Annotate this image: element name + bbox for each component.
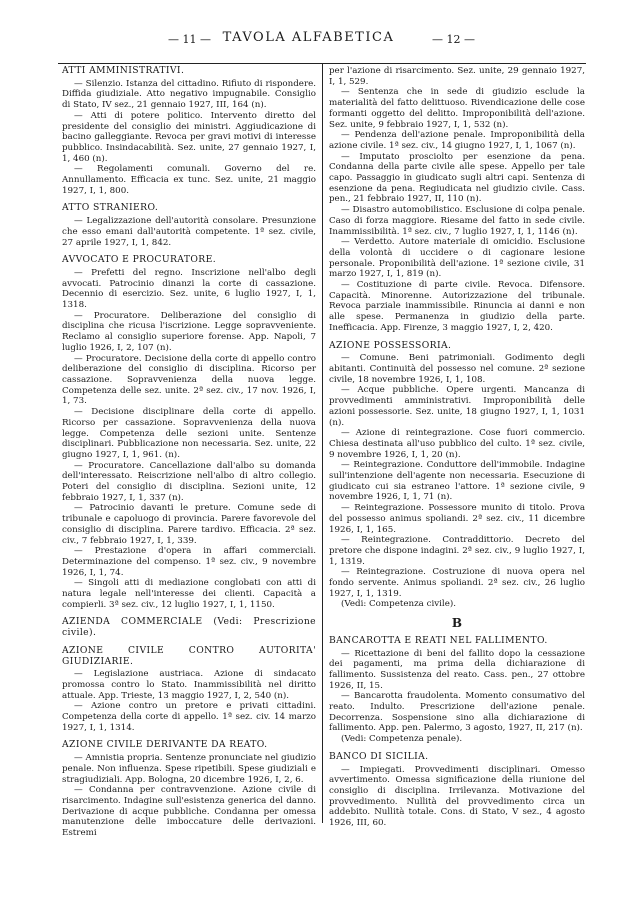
right-column — [329, 66, 585, 829]
index-entry: — Azione di reintegrazione. Cose fuori commercio. Chiesa destinata all'uso pubblico del culto. 1ª sez. civile, 9 novembre 1926, I, 1, 20 (n). — [329, 428, 585, 460]
index-entry: — Atti di potere politico. Intervento diretto del presidente del consiglio dei ministri. Aggiudicazione di bacino galleggiante. Revoca per gravi motivi di interesse pubblico. Insindacabilità. Sez. unite, 27 gennaio 1927, I, 1, 460 (n). — [62, 110, 316, 164]
index-entry-continued: per l'azione di risarcimento. Sez. unite, 29 gennaio 1927, I, 1, 529. — [329, 66, 585, 87]
section-heading: BANCAROTTA E REATI NEL FALLIMENTO. — [329, 634, 548, 646]
index-entry: — Decisione disciplinare della corte di appello. Ricorso per cassazione. Sopravvenienza della nuova legge. Competenza delle sezioni unite. Sentenze disciplinari. Pubblicazione non necessaria. Sez. unite, 22 giugno 1927, I, 1, 961. (n). — [62, 407, 316, 460]
see-also-reference: (Vedi: Competenza penale). — [341, 734, 463, 745]
index-entry: — Legislazione austriaca. Azione di sindacato promossa contro lo Stato. Inammissibilità nel diritto attuale. App. Trieste, 13 maggio 1927, I, 2, 540 (n). — [62, 669, 316, 701]
index-entry: — Sentenza che in sede di giudizio esclude la materialità del fatto delittuoso. Rivendicazione delle cose formanti oggetto del delitto. Improponibilità dell'azione. Sez. unite, 9 febbraio 1927, I, 1, 532 (n). — [329, 87, 585, 130]
index-entry: — Acque pubbliche. Opere urgenti. Mancanza di provvedimenti amministrativi. Improponibilità delle azioni possessorie. Sez. unite, 18 giugno 1927, I, 1, 1031 (n). — [329, 385, 585, 428]
index-entry: — Amnistia propria. Sentenze pronunciate nel giudizio penale. Non influenza. Spese ripetibili. Spese giudiziali e stragiudiziali. App. Bologna, 20 dicembre 1926, I, 2, 6. — [62, 753, 316, 785]
see-also-reference: (Vedi: Competenza civile). — [341, 599, 456, 610]
index-entry: — Costituzione di parte civile. Revoca. Difensore. Capacità. Minorenne. Autorizzazione del tribunale. Revoca parziale inammissibile. Rinuncia ai danni e non alle spese. Permanenza in giudizio della parte. Inefficacia. App. Firenze, 3 maggio 1927, I, 2, 420. — [329, 280, 585, 333]
section-heading: AZIONE CIVILE CONTRO AUTORITA' GIUDIZIARIE. — [62, 644, 316, 667]
letter-heading: B — [451, 616, 463, 631]
index-entry: — Regolamenti comunali. Governo del re. Annullamento. Efficacia ex tunc. Sez. unite, 21 maggio 1927, I, 1, 800. — [62, 164, 316, 196]
index-entry: — Verdetto. Autore materiale di omicidio. Esclusione della volontà di uccidere o di cagionare lesione personale. Proponibilità dell'azione. 1ª sezione civile, 31 marzo 1927, I, 1, 819 (n). — [329, 237, 585, 280]
section-heading: AZIONE CIVILE DERIVANTE DA REATO. — [62, 739, 268, 751]
left-page-number: — 11 — — [168, 33, 211, 46]
section-heading: BANCO DI SICILIA. — [329, 750, 429, 762]
index-entry: — Imputato prosciolto per esenzione da pena. Condanna della parte civile alle spese. Appello per tale capo. Passaggio in giudicato sugli altri capi. Sentenza di esenzione da pena. Regiudicata nel giudizio civile. Cass. pen., 21 febbraio 1927, II, 110 (n). — [329, 151, 585, 205]
index-entry: — Procuratore. Decisione della corte di appello contro deliberazione del consiglio di disciplina. Ricorso per cassazione. Sopravvenienza della nuova legge. Competenza delle sez. unite. 2ª sez. civ., 17 nov. 1926, I, 1, 73. — [62, 353, 316, 407]
index-entry: — Singoli atti di mediazione conglobati con atti di natura legale nell'interesse dei clienti. Capacità a compierli. 3ª sez. civ., 12 luglio 1927, I, 1, 1150. — [62, 578, 316, 610]
left-column — [62, 66, 316, 839]
index-entry: — Prestazione d'opera in affari commerciali. Determinazione del compenso. 1ª sez. civ., 9 novembre 1926, I, 1, 74. — [62, 546, 316, 578]
index-entry: — Procuratore. Deliberazione del consiglio di disciplina che ricusa l'iscrizione. Legge sopravveniente. Reclamo al consiglio superiore forense. App. Napoli, 7 luglio 1926, I, 2, 107 (n). — [62, 310, 316, 353]
index-entry: — Reintegrazione. Possessore munito di titolo. Prova del possesso animus spoliandi. 2ª sez. civ., 11 dicembre 1926, I, 1, 165. — [329, 503, 585, 535]
index-entry: — Reintegrazione. Contraddittorio. Decreto del pretore che dispone indagini. 2ª sez. civ., 9 luglio 1927, I, 1, 1319. — [329, 535, 585, 567]
index-entry: — Comune. Beni patrimoniali. Godimento degli abitanti. Continuità del possesso nel comune. 2ª sezione civile, 18 novembre 1926, I, 1, 108. — [329, 353, 585, 385]
index-entry: — Disastro automobilistico. Esclusione di colpa penale. Caso di forza maggiore. Riesame del fatto in sede civile. Inammissibilità. 1ª sez. civ., 7 luglio 1927, I, 1, 1146 (n). — [329, 205, 585, 237]
section-heading: AZIONE POSSESSORIA. — [329, 339, 452, 351]
index-entry: — Ricettazione di beni del fallito dopo la cessazione dei pagamenti, ma prima della dichiarazione di fallimento. Sussistenza del reato. Cass. pen., 27 ottobre 1926, II, 15. — [329, 648, 585, 691]
index-entry: — Reintegrazione. Conduttore dell'immobile. Indagine sull'intenzione dell'agente non necessaria. Esecuzione di giudicato cui sia estraneo l'attore. 1ª sezione civile, 9 novembre 1926, I, 1, 71 (n). — [329, 460, 585, 503]
index-entry: — Reintegrazione. Costruzione di nuova opera nel fondo servente. Animus spoliandi. 2ª sez. civ., 26 luglio 1927, I, 1, 1319. — [329, 567, 585, 599]
page-header — [0, 30, 617, 50]
index-entry: — Prefetti del regno. Inscrizione nell'albo degli avvocati. Patrocinio dinanzi la corte di cassazione. Decennio di esercizio. Sez. unite, 6 luglio 1927, I, 1, 1318. — [62, 267, 316, 311]
section-heading: AZIENDA COMMERCIALE (Vedi: Prescrizione civile). — [62, 616, 316, 639]
section-heading: ATTI AMMINISTRATIVI. — [62, 65, 185, 76]
index-entry: — Patrocinio davanti le preture. Comune sede di tribunale e capoluogo di provincia. Parere favorevole del consiglio di disciplina. Parere tardivo. Efficacia. 2ª sez. civ., 7 febbraio 1927, I, 1, 339. — [62, 503, 316, 546]
index-entry: — Pendenza dell'azione penale. Improponibilità della azione civile. 1ª sez. civ., 14 giugno 1927, I, 1, 1067 (n). — [329, 130, 585, 151]
right-page-number: — 12 — — [432, 33, 475, 46]
index-entry: — Procuratore. Cancellazione dall'albo su domanda dell'interessato. Reiscrizione nell'albo di altro collegio. Poteri del consiglio di disciplina. Sezioni unite, 12 febbraio 1927, I, 1, 337 (n). — [62, 460, 316, 503]
index-entry: — Silenzio. Istanza del cittadino. Rifiuto di rispondere. Diffida giudiziale. Atto negativo impugnabile. Consiglio di Stato, IV sez., 21 gennaio 1927, III, 164 (n). — [62, 78, 316, 111]
section-heading: ATTO STRANIERO. — [62, 202, 159, 214]
section-heading: AVVOCATO E PROCURATORE. — [62, 254, 217, 266]
index-entry: — Impiegati. Provvedimenti disciplinari. Omesso avvertimento. Omessa significazione della riunione del consiglio di disciplina. Irrilevanza. Motivazione del provvedimento. Nullità del provvedimento circa un addebito. Nullità totale. Cons. di Stato, V sez., 4 agosto 1926, III, 60. — [329, 764, 585, 829]
column-divider — [322, 63, 323, 823]
index-entry: — Legalizzazione dell'autorità consolare. Presunzione che esso emani dall'autorità competente. 1ª sez. civile, 27 aprile 1927, I, 1, 842. — [62, 216, 316, 248]
index-entry: — Azione contro un pretore e privati cittadini. Competenza della corte di appello. 1ª sez. civ. 14 marzo 1927, I, 1, 1314. — [62, 701, 316, 733]
page-title: TAVOLA ALFABETICA — [222, 30, 395, 45]
index-entry: — Bancarotta fraudolenta. Momento consumativo del reato. Indulto. Prescrizione dell'azione penale. Decorrenza. Sospensione sino alla dichiarazione di fallimento. App. pen. Palermo, 3 agosto, 1927, II, 217 (n). — [329, 691, 585, 734]
index-entry: — Condanna per contravvenzione. Azione civile di risarcimento. Indagine sull'esistenza generica del danno. Derivazione di acque pubbliche. Condanna per omessa manutenzione delle imboccature delle derivazioni. Estremi — [62, 785, 316, 839]
